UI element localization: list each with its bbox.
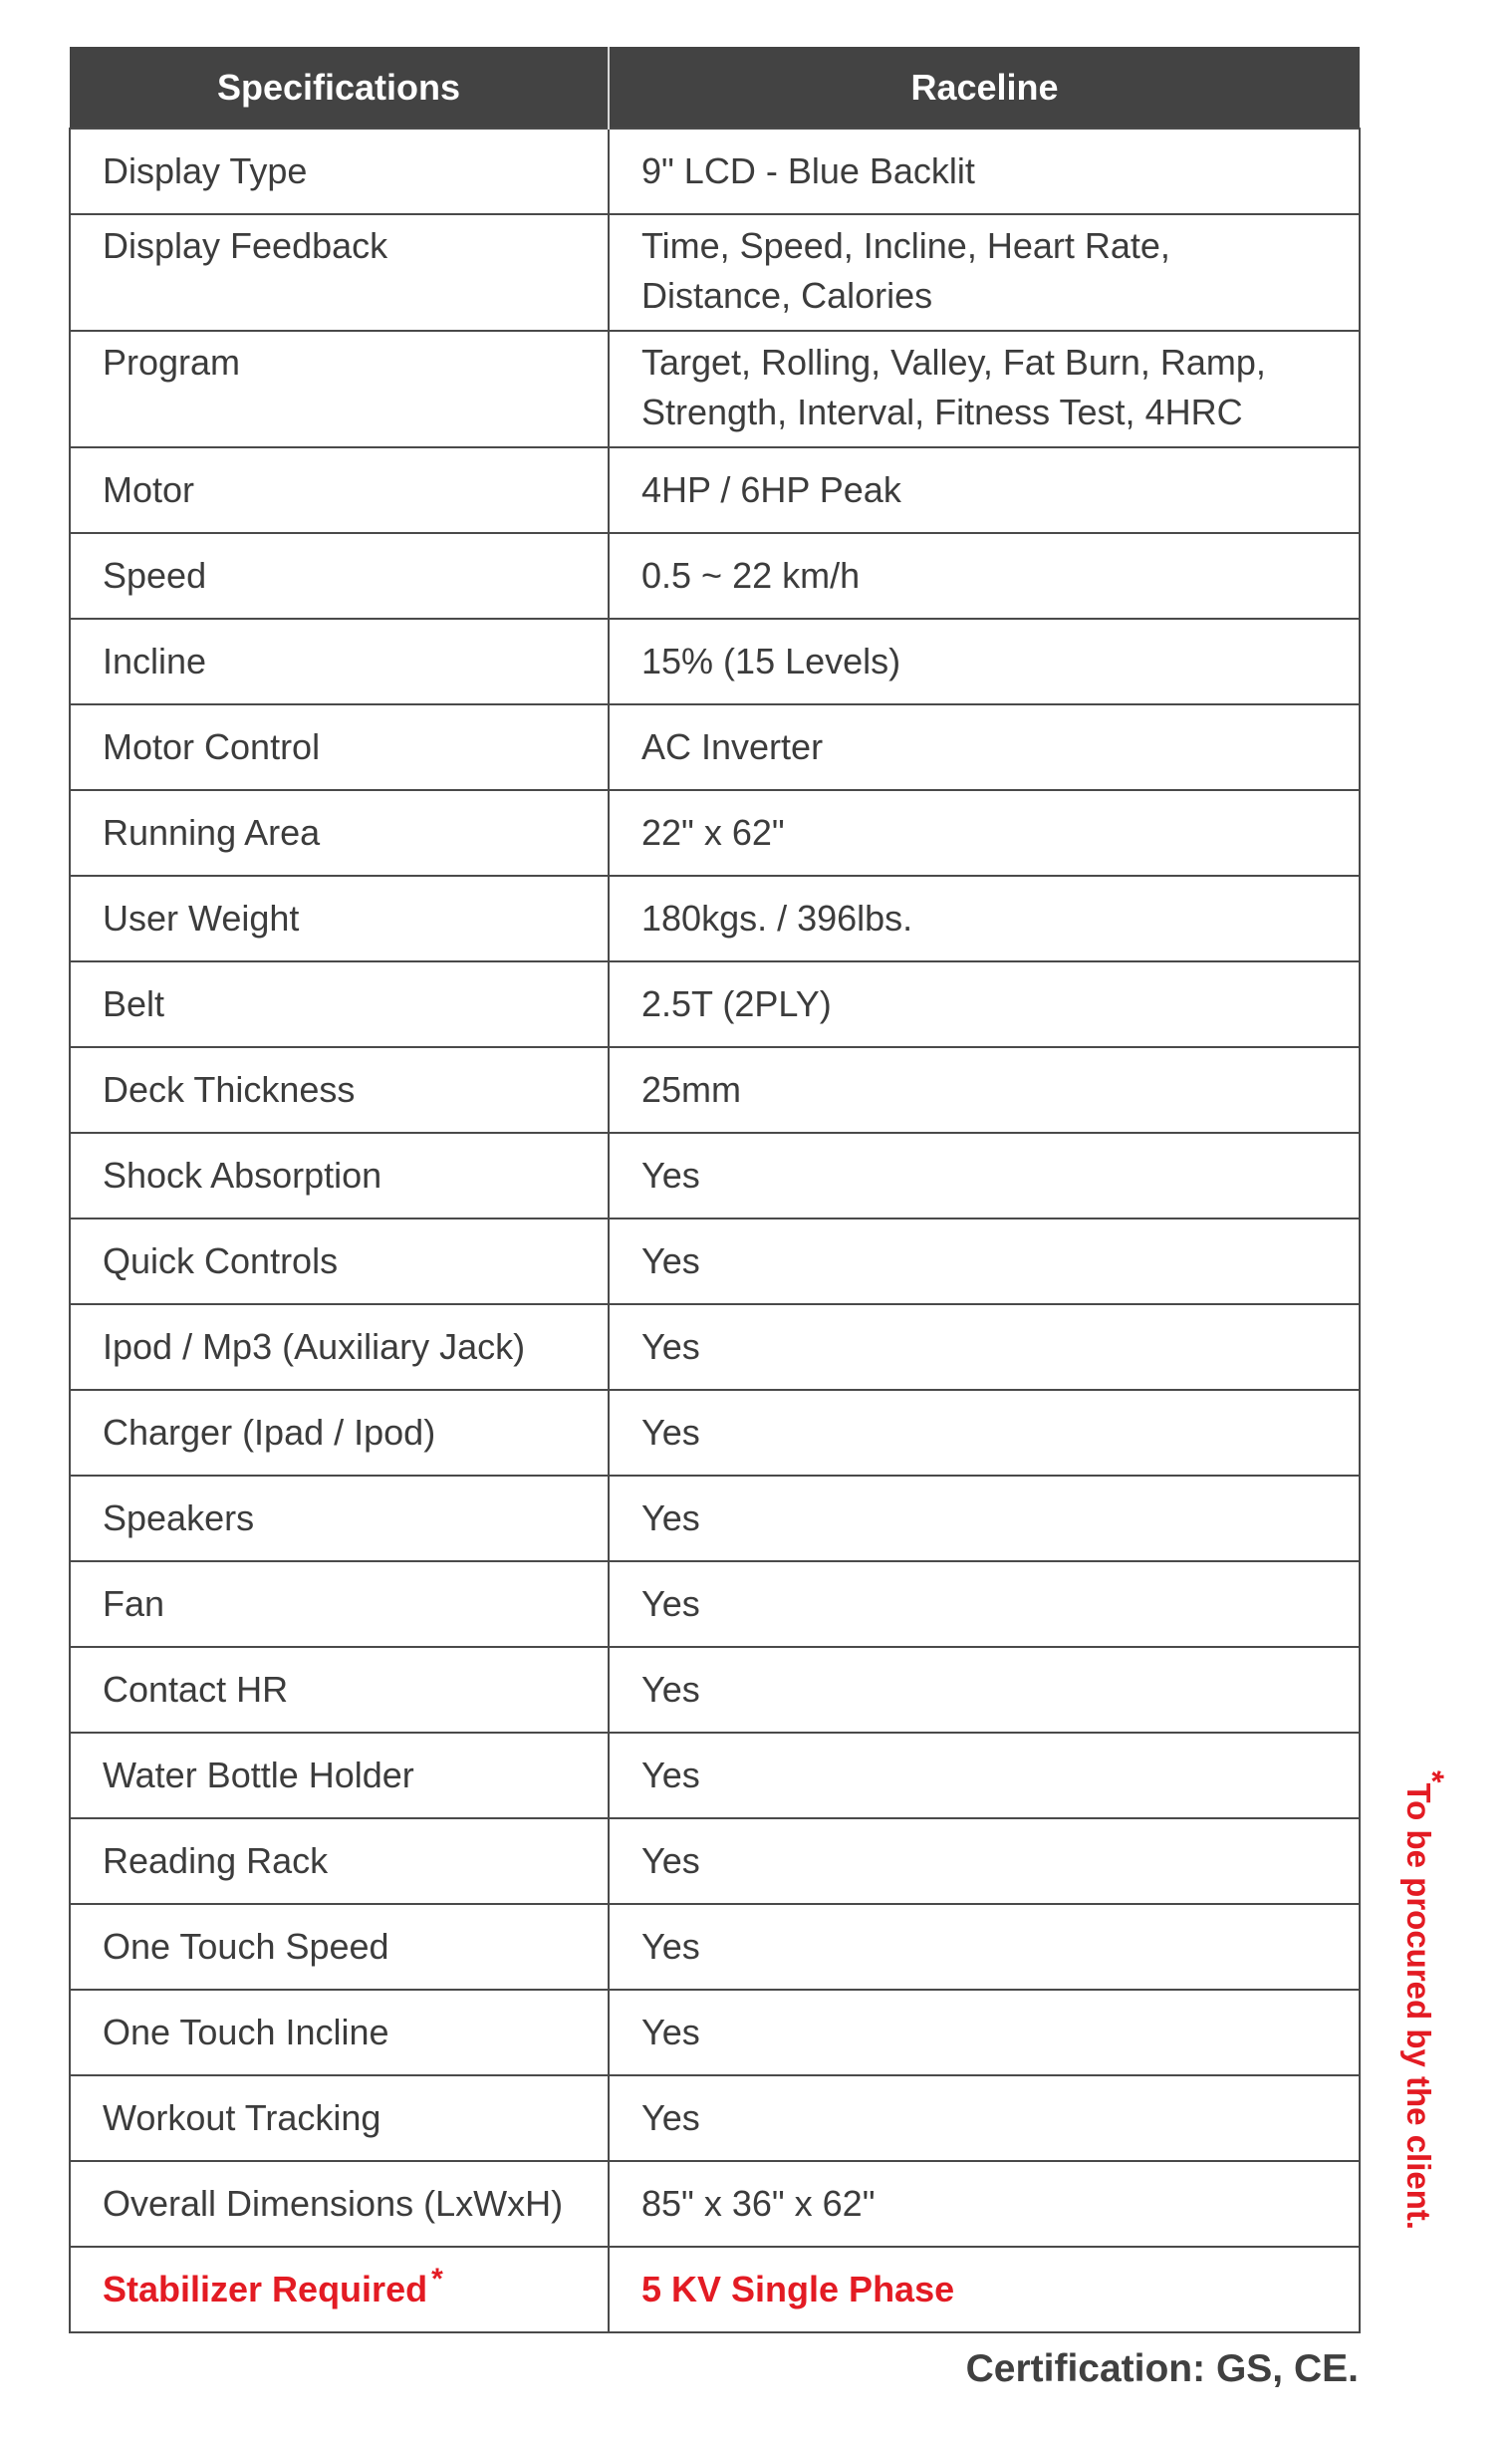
spec-value: 85" x 36" x 62" — [609, 2161, 1360, 2247]
spec-value-line: Target, Rolling, Valley, Fat Burn, Ramp, — [641, 342, 1266, 383]
spec-value: 180kgs. / 396lbs. — [609, 876, 1360, 961]
column-header-raceline: Raceline — [609, 47, 1360, 129]
table-row — [70, 1476, 1360, 1561]
spec-label: Reading Rack — [70, 1818, 609, 1904]
specifications-table — [69, 47, 1361, 2333]
table-row — [70, 1990, 1360, 2075]
spec-label: Motor — [70, 447, 609, 533]
spec-value: Yes — [609, 1990, 1360, 2075]
table-row — [70, 2161, 1360, 2247]
spec-value: AC Inverter — [609, 704, 1360, 790]
spec-label: Belt — [70, 961, 609, 1047]
spec-value: Yes — [609, 2075, 1360, 2161]
spec-value: Yes — [609, 1647, 1360, 1733]
spec-label: Deck Thickness — [70, 1047, 609, 1133]
side-note — [1392, 1770, 1450, 2231]
side-note-label: To be procured by the client. — [1400, 1782, 1437, 2231]
table-row — [70, 2075, 1360, 2161]
table-row — [70, 790, 1360, 876]
spec-label: Speakers — [70, 1476, 609, 1561]
table-row — [70, 1219, 1360, 1304]
spec-label: Overall Dimensions (LxWxH) — [70, 2161, 609, 2247]
spec-value: 2.5T (2PLY) — [609, 961, 1360, 1047]
table-row — [70, 533, 1360, 619]
spec-value-line: Distance, Calories — [641, 275, 933, 316]
spec-label: One Touch Speed — [70, 1904, 609, 1990]
spec-value: Yes — [609, 1818, 1360, 1904]
side-note-text — [1396, 1770, 1450, 2231]
table-row — [70, 129, 1360, 214]
spec-label: Speed — [70, 533, 609, 619]
table-row — [70, 1561, 1360, 1647]
spec-value: 5 KV Single Phase — [609, 2247, 1360, 2332]
spec-value — [609, 331, 1360, 447]
column-header-specifications: Specifications — [70, 47, 609, 129]
table-row — [70, 214, 1360, 331]
spec-label: One Touch Incline — [70, 1990, 609, 2075]
table-row — [70, 961, 1360, 1047]
table-row — [70, 1304, 1360, 1390]
spec-value: Yes — [609, 1133, 1360, 1219]
spec-value: Yes — [609, 1904, 1360, 1990]
spec-label: Workout Tracking — [70, 2075, 609, 2161]
spec-label-text: Stabilizer Required — [103, 2269, 428, 2309]
table-row — [70, 876, 1360, 961]
spec-label: User Weight — [70, 876, 609, 961]
spec-label: Display Type — [70, 129, 609, 214]
table-row — [70, 1647, 1360, 1733]
spec-value: 15% (15 Levels) — [609, 619, 1360, 704]
table-row — [70, 1047, 1360, 1133]
spec-label: Motor Control — [70, 704, 609, 790]
spec-value: 4HP / 6HP Peak — [609, 447, 1360, 533]
table-row — [70, 447, 1360, 533]
table-row — [70, 1390, 1360, 1476]
spec-label: Running Area — [70, 790, 609, 876]
table-row — [70, 331, 1360, 447]
spec-value: 9" LCD - Blue Backlit — [609, 129, 1360, 214]
spec-label: Fan — [70, 1561, 609, 1647]
spec-value-line: Strength, Interval, Fitness Test, 4HRC — [641, 392, 1243, 432]
spec-value — [609, 214, 1360, 331]
table-header-row — [70, 47, 1360, 129]
spec-value: Yes — [609, 1476, 1360, 1561]
spec-label: Contact HR — [70, 1647, 609, 1733]
spec-value: 0.5 ~ 22 km/h — [609, 533, 1360, 619]
spec-label: Ipod / Mp3 (Auxiliary Jack) — [70, 1304, 609, 1390]
table-row — [70, 704, 1360, 790]
spec-label — [70, 2247, 609, 2332]
spec-label: Charger (Ipad / Ipod) — [70, 1390, 609, 1476]
asterisk-marker: * — [1414, 1770, 1450, 1783]
table-row — [70, 619, 1360, 704]
spec-value: Yes — [609, 1304, 1360, 1390]
spec-label: Water Bottle Holder — [70, 1733, 609, 1818]
spec-label: Shock Absorption — [70, 1133, 609, 1219]
spec-value: Yes — [609, 1733, 1360, 1818]
table-row — [70, 1733, 1360, 1818]
spec-value: Yes — [609, 1390, 1360, 1476]
table-row — [70, 1904, 1360, 1990]
table-row — [70, 1818, 1360, 1904]
spec-value-line: Time, Speed, Incline, Heart Rate, — [641, 225, 1170, 266]
spec-value: Yes — [609, 1561, 1360, 1647]
spec-value: 25mm — [609, 1047, 1360, 1133]
spec-label: Program — [70, 331, 609, 447]
certification-note: Certification: GS, CE. — [965, 2347, 1359, 2390]
spec-label: Quick Controls — [70, 1219, 609, 1304]
table-row-stabilizer — [70, 2247, 1360, 2332]
spec-label: Incline — [70, 619, 609, 704]
table-row — [70, 1133, 1360, 1219]
asterisk-marker: * — [431, 2263, 443, 2296]
spec-value: 22" x 62" — [609, 790, 1360, 876]
spec-label: Display Feedback — [70, 214, 609, 331]
spec-value: Yes — [609, 1219, 1360, 1304]
